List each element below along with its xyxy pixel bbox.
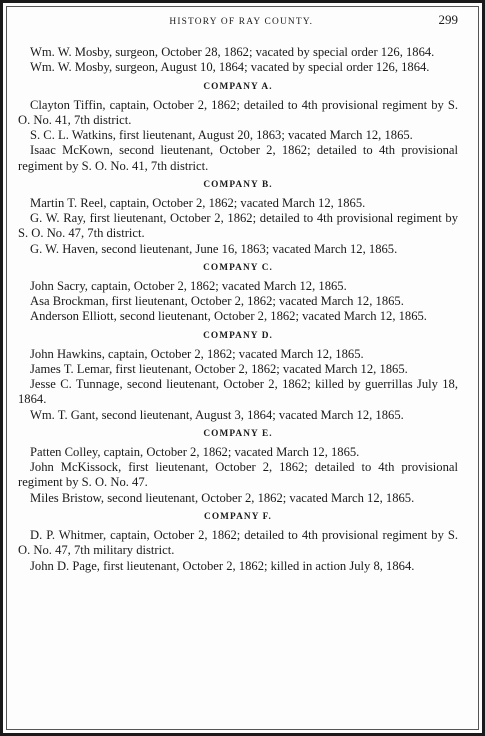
entry: Asa Brockman, first lieutenant, October 2, 1862; vacated March 12, 1865. xyxy=(30,294,404,309)
company-heading: COMPANY F. xyxy=(204,511,272,522)
entry: Wm. W. Mosby, surgeon, October 28, 1862; vacated by special order 126, 1864. xyxy=(30,45,435,60)
company-heading: COMPANY D. xyxy=(203,330,273,341)
entry: Wm. T. Gant, second lieutenant, August 3, 1864; vacated March 12, 1865. xyxy=(30,407,404,422)
entry: Patten Colley, captain, October 2, 1862; vacated March 12, 1865. xyxy=(30,445,360,460)
entry: G. W. Haven, second lieutenant, June 16, 1863; vacated March 12, 1865. xyxy=(30,241,398,256)
entry: James T. Lemar, first lieutenant, October 2, 1862; vacated March 12, 1865. xyxy=(30,362,408,377)
company-heading: COMPANY A. xyxy=(203,81,273,92)
company-heading: COMPANY B. xyxy=(203,179,273,190)
entry: John D. Page, first lieutenant, October 2, 1862; killed in action July 8, 1864. xyxy=(30,558,415,573)
company-heading: COMPANY C. xyxy=(203,262,273,273)
entry: Jesse C. Tunnage, second lieutenant, October 2, 1862; killed by guerrillas July 18, 1864. xyxy=(18,377,458,407)
entry: G. W. Ray, first lieutenant, October 2, 1862; detailed to 4th provisional regiment by S. O. No. 47, 7th district. xyxy=(18,211,458,241)
entry: John McKissock, first lieutenant, October 2, 1862; detailed to 4th provisional regiment by S. O. No. 47. xyxy=(18,460,458,490)
entry: John Sacry, captain, October 2, 1862; vacated March 12, 1865. xyxy=(30,279,347,294)
entry: Wm. W. Mosby, surgeon, August 10, 1864; vacated by special order 126, 1864. xyxy=(30,60,430,75)
entry: Isaac McKown, second lieutenant, October 2, 1862; detailed to 4th provisional regiment by S. O. No. 41, 7th district. xyxy=(18,143,458,173)
entry: John Hawkins, captain, October 2, 1862; vacated March 12, 1865. xyxy=(30,346,364,361)
entry: Martin T. Reel, captain, October 2, 1862; vacated March 12, 1865. xyxy=(30,196,366,211)
page-number: 299 xyxy=(438,12,458,27)
running-title: HISTORY OF RAY COUNTY. xyxy=(169,17,314,27)
entry: D. P. Whitmer, captain, October 2, 1862; detailed to 4th provisional regiment by S. O. No. 47, 7th military district. xyxy=(18,528,458,558)
page-content xyxy=(18,12,458,574)
company-heading: COMPANY E. xyxy=(203,428,273,439)
page-header xyxy=(18,12,458,30)
entry: S. C. L. Watkins, first lieutenant, August 20, 1863; vacated March 12, 1865. xyxy=(30,128,413,143)
entry: Miles Bristow, second lieutenant, October 2, 1862; vacated March 12, 1865. xyxy=(30,490,415,505)
entry: Anderson Elliott, second lieutenant, October 2, 1862; vacated March 12, 1865. xyxy=(30,309,427,324)
entry: Clayton Tiffin, captain, October 2, 1862; detailed to 4th provisional regiment by S. O. No. 41, 7th district. xyxy=(18,97,458,128)
